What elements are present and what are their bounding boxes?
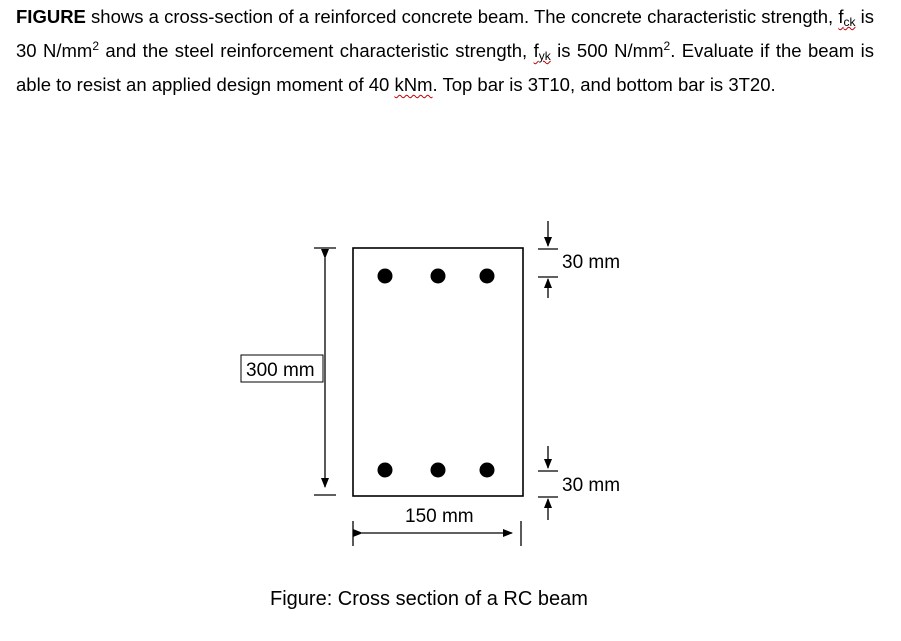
fck-subscript: ck: [843, 15, 856, 29]
width-label: 150 mm: [405, 506, 474, 527]
superscript-2-second: 2: [663, 39, 671, 53]
top-cover-dimension: [538, 221, 620, 298]
width-dimension: [353, 506, 521, 546]
problem-text-1: shows a cross-section of a reinforced concrete beam. The concrete characteristic strength,: [85, 6, 839, 27]
problem-text-3: and the steel reinforcement characteristic strength,: [99, 40, 534, 61]
bottom-cover-dimension: [538, 446, 620, 520]
top-bar: [378, 269, 393, 284]
bottom-bar: [378, 463, 393, 478]
bottom-bar: [431, 463, 446, 478]
fck-base: f: [838, 6, 844, 27]
problem-text-5: . Evaluate if the beam is able to resist an applied design moment of 40: [16, 40, 874, 95]
top-bar: [480, 269, 495, 284]
bottom-bars: [378, 463, 495, 478]
problem-text-4: is 500 N/mm: [550, 40, 664, 61]
fyk-base: f: [533, 40, 539, 61]
bottom-bar: [480, 463, 495, 478]
bottom-cover-label: 30 mm: [562, 475, 621, 496]
problem-text-2: is 30 N/mm: [16, 6, 875, 61]
height-dimension: [241, 248, 336, 495]
top-cover-label: 30 mm: [562, 252, 621, 273]
figure-keyword: FIGURE: [16, 6, 86, 27]
fyk-subscript: yk: [538, 49, 551, 63]
problem-text-6: . Top bar is 3T10, and bottom bar is 3T20.: [432, 74, 776, 95]
superscript-2-first: 2: [92, 39, 99, 53]
top-bars: [378, 269, 495, 284]
height-label: 300 mm: [246, 360, 315, 381]
figure-caption: Figure: Cross section of a RC beam: [270, 588, 588, 610]
moment-unit: kNm: [394, 74, 433, 95]
top-bar: [431, 269, 446, 284]
beam-outline: [353, 248, 523, 496]
